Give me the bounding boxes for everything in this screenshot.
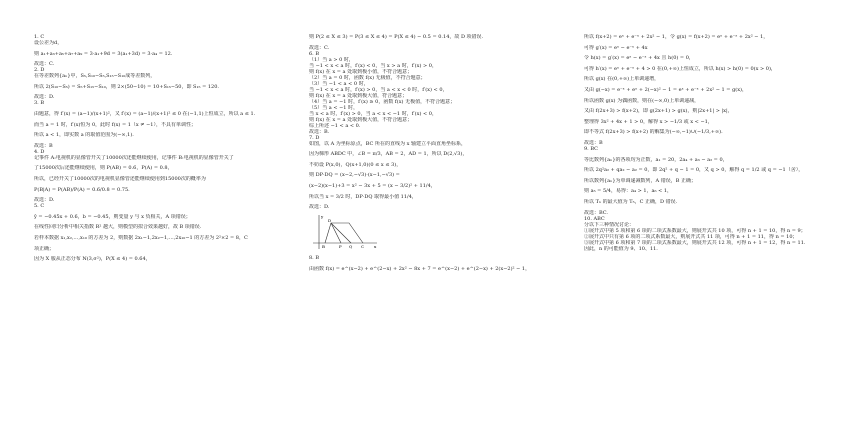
figure-label-p: P bbox=[339, 244, 342, 250]
solution-line: 所以数列{aₙ}为单调递减数列，A 错误，B 正确； bbox=[584, 177, 696, 184]
solution-line: （3）当 −1 < a < 0 时， bbox=[309, 80, 369, 87]
solution-line: 故选：BC. bbox=[584, 209, 609, 216]
solution-line: 在等差数列{aₙ}中，S₅,S₁₀−S₅,S₁₅−S₁₀成等差数列， bbox=[34, 73, 156, 80]
solution-line: 整理得 3x² + 4x + 1 > 0，解得 x > −1/3 或 x < −1， bbox=[584, 118, 713, 125]
solution-line: 又由 f(2x+3) > f(x+2)，即 g(2x+1) > g(x)，则|2x+1| > |x|， bbox=[584, 108, 733, 115]
solution-line: 记事件 A:电视机的显像管开关了10000次还能继续使用，记事件 B:电视机的显像管开关了 bbox=[34, 154, 234, 161]
solution-line: （4）当 a = −1 时，f′(x) ≥ 0，函数 f(x) 无极值，不符合题意； bbox=[309, 98, 456, 105]
solution-line: 因为梯形 ABDC 中，∠B = π/3，AB = 2，AD = 1，所以 D(2,√3)， bbox=[309, 151, 468, 158]
solution-line: 可得 g′(x) = eˣ − e⁻ˣ + 4x bbox=[584, 44, 648, 51]
solution-line: (x−2)(x−1)+3 = x² − 3x + 5 = (x − 3/2)² + 11/4， bbox=[309, 182, 436, 189]
solution-line: ②展开式中只有第 6 项的二项式系数最大，则展开式共 11 项，可得 n + 1 = 11，得 n = 10； bbox=[584, 233, 798, 240]
answer-column-middle bbox=[309, 34, 559, 434]
solution-line: 因为 X 服从正态分布 N(3,σ²)，P(X ≤ 4) = 0.64， bbox=[34, 256, 151, 263]
solution-line: 不妨设 P(x,0)，Q(x+1,0)(0 ≤ x ≤ 3)， bbox=[309, 161, 402, 168]
solution-line: 由题意，得 f′(x) = (a−1)/(x+1)²，又 f′(x) = (a−1)/(x+1)² ≤ 0 在(−1,1)上恒成立，所以 a ≤ 1. bbox=[34, 110, 256, 117]
solution-line: 故选：D. bbox=[309, 204, 330, 211]
solution-line: 7. D bbox=[309, 134, 320, 141]
solution-line: 如图，以 A 为坐标原点，BC 所在的直线为 x 轴建立平面直角坐标系， bbox=[309, 140, 466, 147]
solution-line: 4. D bbox=[34, 148, 45, 155]
solution-line: （5）当 a < −1 时， bbox=[309, 104, 359, 111]
solution-line: 设公差为d， bbox=[34, 40, 63, 46]
solution-line: 10. ABC bbox=[584, 215, 605, 222]
solution-line: 所以 a < 1，即实数 a 的取值范围为(−∞,1). bbox=[34, 132, 134, 139]
solution-line: 故选：C. bbox=[309, 44, 330, 51]
solution-line: 令 h(x) = g′(x) = eˣ − e⁻ˣ + 4x 且 h(0) = 0， bbox=[584, 55, 694, 62]
solution-line: 即不等式 f(2x+3) > f(x+2) 的解集为(−∞,−1)∪(−1/3,+∞). bbox=[584, 129, 723, 136]
solution-line: 6. B bbox=[309, 50, 320, 57]
solution-line: 则 f(x) 在 x = a 处取到极大值，符合题意； bbox=[309, 92, 408, 99]
solution-line: 1. C bbox=[34, 34, 45, 40]
solution-line: 故选：D. bbox=[34, 197, 55, 204]
solution-line: 则 f(x) 在 x = a 处取到极小值，不符合题意； bbox=[309, 68, 413, 75]
solution-line: 由函数 f(x) = e^(x−2) + e^(2−x) + 2x² − 8x + 7 = e^(x−2) + e^(2−x) + 2(x−2)² − 1， bbox=[309, 265, 531, 272]
solution-line: （2）当 a = 0 时，函数 f(x) 无极值，不符合题意； bbox=[309, 74, 426, 81]
solution-line: 所以 g(x) 在(0,+∞)上单调递增， bbox=[584, 76, 660, 83]
figure-label-x: x bbox=[374, 244, 377, 250]
solution-line: 所以 Tₙ 的最大值为 T₅，C 正确，D 错误. bbox=[584, 198, 678, 205]
solution-line: 则 f(x) 在 x = a 处取到极大值，不符合题意； bbox=[309, 116, 413, 123]
solution-line: 所以，已经开关了10000次的电视机显像管还能继续使用到15000次的概率为 bbox=[34, 175, 206, 182]
figure-label-d: D bbox=[328, 218, 332, 224]
solution-line: 在线性回归分析中相关指数 R² 越大，则模型的拟合效果越好，故 B 项错误. bbox=[34, 224, 202, 231]
solution-line: 所以 f(x+2) = eˣ + e⁻ˣ + 2x² − 1，令 g(x) = f(x+2) = eˣ + e⁻ˣ + 2x² − 1， bbox=[584, 34, 769, 40]
solution-line: 故选：D. bbox=[34, 94, 55, 101]
solution-line: 则 a₁+a₃+a₅+a₇+a₉ = 3·a₁+9d = 3(a₁+3d) = 3·a₄ = 12. bbox=[34, 50, 173, 57]
solution-line: 故选：B bbox=[584, 139, 603, 146]
answer-column-right bbox=[584, 34, 834, 434]
solution-line: 而当 a = 1 时，f′(x)恒为 0，此时 f(x) = 1（x ≠ −1），不具有单调性； bbox=[34, 121, 196, 128]
figure-label-q: Q bbox=[349, 244, 353, 250]
solution-line: 等比数列{aₙ}的各项均为正数，a₁ = 20，2a₄ + a₃ − a₂ = 0， bbox=[584, 156, 728, 163]
solution-line: 故选：B bbox=[34, 142, 53, 149]
solution-line: P(B|A) = P(AB)/P(A) = 0.6/0.8 = 0.75. bbox=[34, 186, 130, 193]
solution-line: 2. D bbox=[34, 67, 45, 74]
solution-line: 分以下三种情况讨论： bbox=[584, 221, 635, 228]
solution-line: 可得 h′(x) = eˣ + e⁻ˣ + 4 > 0 在(0,+∞)上恒成立，所以 h(x) > h(0) = 0(x > 0)， bbox=[584, 65, 776, 72]
solution-line: ŷ = −0.45x + 0.6，b̂ = −0.45，则变量 y 与 x 负相关，A 项错误； bbox=[34, 213, 191, 220]
figure-label-y: y bbox=[321, 214, 324, 220]
solution-line: 所以当 x = 3/2 时，DP·DQ 取得最小值 11/4， bbox=[309, 193, 417, 200]
solution-line: 9. BC bbox=[584, 145, 598, 152]
figure-label-b: B bbox=[322, 244, 325, 250]
solution-line: 若样本数据 x₁,x₂,…,x₁₀ 的方差为 2，则数据 2x₁−1,2x₂−1,…,2x₁₀−1 的方差为 2²×2 = 8，C bbox=[34, 234, 248, 241]
solution-line: 当 x < a 时，f′(x) > 0，当 a < x < −1 时，f′(x) < 0， bbox=[309, 110, 437, 117]
figure-trapezoid bbox=[325, 223, 363, 243]
solution-line: ③展开式中第 6 项和第 7 项的二项式系数最大，则展开式共 12 项，可得 n + 1 = 12，得 n = 11. bbox=[584, 239, 806, 246]
trapezoid-figure bbox=[311, 211, 381, 251]
solution-line: 故选：C. bbox=[34, 61, 55, 68]
solution-line: 8. B bbox=[309, 255, 320, 262]
figure-segment-dq bbox=[331, 223, 351, 243]
solution-line: ①展开式中第 5 项和第 6 项的二项式系数最大，则展开式共 10 项，可得 n + 1 = 10，得 n = 9； bbox=[584, 227, 806, 234]
solution-line: 则 DP·DQ = (x−2,−√3)·(x−1,−√3) = bbox=[309, 172, 400, 179]
solution-line: 所以 2(S₁₀−S₅) = S₅+S₁₅−S₁₀，则 2×(50−10) = 10+S₁₅−50，即 S₁₅ = 120. bbox=[34, 83, 219, 90]
solution-line: 5. C bbox=[34, 203, 45, 210]
solution-line: 所以函数 g(x) 为偶函数，则在(−∞,0)上单调递减， bbox=[584, 97, 700, 104]
solution-line: 则 P(2 ≤ X ≤ 3) = P(3 ≤ X ≤ 4) = P(X ≤ 4) − 0.5 = 0.14，故 D 项错误. bbox=[309, 34, 484, 40]
solution-line: 当 −1 < x < a 时，f′(x) < 0，当 x > a 时，f′(x) > 0， bbox=[309, 62, 437, 69]
solution-line: 综上所述 −1 < a < 0. bbox=[309, 122, 361, 129]
solution-line: （1）当 a > 0 时， bbox=[309, 56, 354, 63]
solution-line: 故选：B. bbox=[309, 128, 330, 135]
figure-label-c: C bbox=[361, 244, 365, 250]
solution-line: 了15000次后还能继续使用，则 P(AB) = 0.6，P(A) = 0.8， bbox=[34, 165, 173, 172]
figure-segment-dp bbox=[331, 223, 341, 243]
solution-line: 3. B bbox=[34, 100, 45, 107]
solution-line: 因此，n 的可能值为 9、10、11. bbox=[584, 245, 658, 252]
solution-line: 则 a₅ = 5/4，易得：a₄ > 1，a₆ < 1， bbox=[584, 188, 673, 195]
solution-line: 当 −1 < x < a 时，f′(x) > 0，当 a < x < 0 时，f′(x) < 0， bbox=[309, 86, 448, 93]
solution-line: 所以 2q²a₂ + qa₂ − a₂ = 0，即 2q² + q − 1 = 0，又 q > 0，解得 q = 1/2 或 q = −1（舍）， bbox=[584, 167, 804, 174]
answer-column-left bbox=[34, 34, 284, 434]
solution-line: 又由 g(−x) = e⁻ˣ + eˣ + 2(−x)² − 1 = eˣ + e⁻ˣ + 2x² − 1 = g(x)， bbox=[584, 86, 747, 93]
solution-line: 项正确； bbox=[34, 245, 55, 252]
